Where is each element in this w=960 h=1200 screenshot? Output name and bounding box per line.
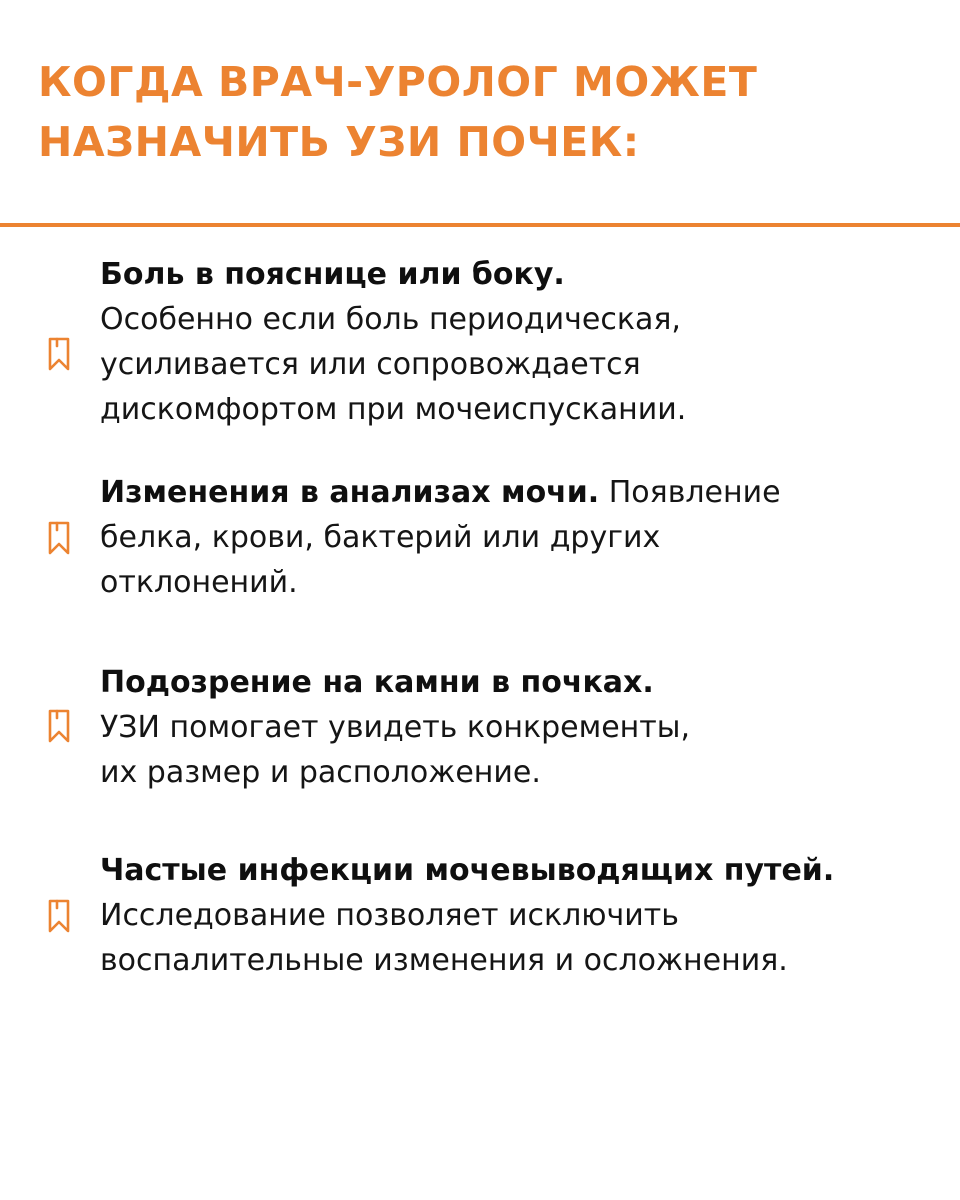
list-item-line: Исследование позволяет исключить [100, 898, 679, 933]
list-item-urinary-infections [0, 848, 960, 988]
list-item-line: их размер и расположение. [100, 755, 541, 790]
bookmark-icon [46, 520, 72, 556]
list-item-text [100, 470, 940, 605]
title-divider [0, 223, 960, 227]
page-title-line-1: КОГДА ВРАЧ-УРОЛОГ МОЖЕТ [38, 58, 758, 106]
bookmark-icon [46, 898, 72, 934]
list-item-line: белка, крови, бактерий или других [100, 520, 661, 555]
list-item-text [100, 660, 940, 795]
list-item-line: Особенно если боль периодическая, [100, 302, 681, 337]
list-item-text [100, 252, 940, 432]
list-item-line: воспалительные изменения и осложнения. [100, 943, 788, 978]
list-item-line: УЗИ помогает увидеть конкременты, [100, 710, 690, 745]
page-title [38, 52, 918, 172]
list-item-heading: Частые инфекции мочевыводящих путей. [100, 853, 835, 888]
list-item-line: отклонений. [100, 565, 298, 600]
list-item-urine-tests [0, 470, 960, 610]
list-item-heading: Боль в пояснице или боку. [100, 257, 565, 292]
list-item-line: дискомфортом при мочеиспускании. [100, 392, 687, 427]
list-item-kidney-stones [0, 660, 960, 800]
list-item-text [100, 848, 940, 983]
bookmark-icon [46, 336, 72, 372]
list-item-heading: Изменения в анализах мочи. [100, 475, 600, 510]
list-item-line: усиливается или сопровождается [100, 347, 641, 382]
list-item-heading: Подозрение на камни в почках. [100, 665, 654, 700]
list-item-back-pain [0, 250, 960, 440]
bookmark-icon [46, 708, 72, 744]
page-title-line-2: НАЗНАЧИТЬ УЗИ ПОЧЕК: [38, 118, 640, 166]
list-item-heading-rest: Появление [599, 475, 781, 510]
